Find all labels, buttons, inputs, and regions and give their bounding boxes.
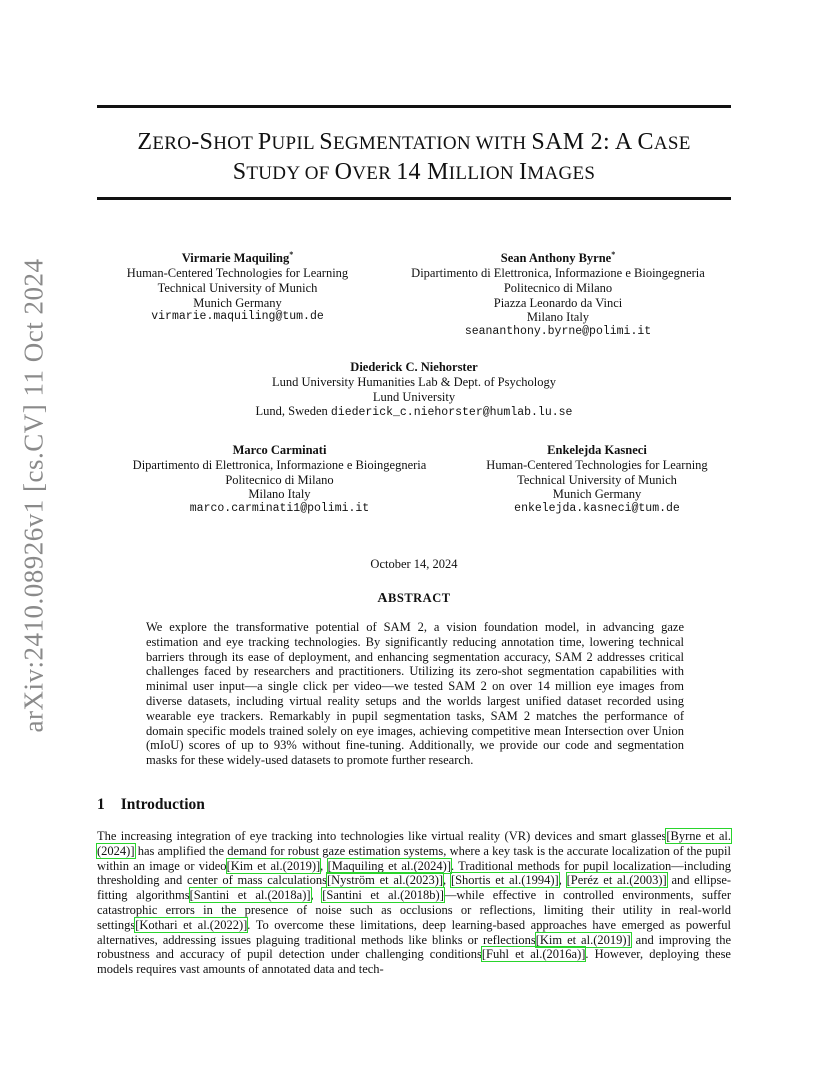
author-affiliation: Lund University Humanities Lab & Dept. of Psychology [272,374,556,389]
author-email: diederick_c.niehorster@humlab.lu.se [330,406,573,420]
title-segment: UPIL [271,133,320,154]
title-segment: 14 M [396,159,449,185]
author-affiliation: Politecnico di Milano [503,280,613,295]
author-block-1 [97,248,378,325]
author-affiliation: Politecnico di Milano [225,472,334,487]
title-segment: EGMENTATION WITH [332,133,532,154]
title-segment: MAGES [527,163,596,184]
author-email: marco.carminati1@polimi.it [189,502,370,516]
citation-link[interactable]: [Maquiling et al.(2024)] [327,858,452,873]
title-segment: O [334,159,353,185]
author-affiliation: Dipartimento di Elettronica, Informazione e Bioingegneria [411,265,705,280]
author-name: Enkelejda Kasneci [547,443,647,457]
section-number: 1 [97,796,105,813]
title-segment: -S [191,129,214,155]
citation-link[interactable]: [Kothari et al.(2022)] [135,917,248,932]
citation-link[interactable]: [Kim et al.(2019)] [226,858,321,873]
citation-link[interactable]: [Peréz et al.(2003)] [566,873,667,888]
arxiv-id: arXiv:2410.08926v1 [cs.CV] 11 Oct 2024 [18,258,49,732]
intro-text-run: The increasing integration of eye tracking into technologies like virtual reality (VR) devices and smart glasses [97,829,667,843]
author-email: enkelejda.kasneci@tum.de [514,502,680,516]
author-name: Virmarie Maquiling* [181,250,294,266]
author-location: Munich Germany [193,295,282,310]
author-name: Marco Carminati [232,443,327,457]
section-heading [97,796,205,814]
author-affiliation: Human-Centered Technologies for Learning [486,457,708,472]
citation-link[interactable]: [Byrne et al.(2024)] [97,829,731,858]
title-segment: ASE [653,133,691,154]
title-segment: ERO [152,133,192,154]
arxiv-sidebar-stamp [14,258,54,732]
title-segment: ILLION [448,163,519,184]
paper-date: October 14, 2024 [370,557,458,571]
author-location: Munich Germany [552,487,642,502]
abstract-heading: ABSTRACT [377,591,451,606]
paper-title [97,128,731,188]
intro-paragraph [97,829,731,977]
title-line-2 [97,158,731,188]
citation-link[interactable]: [Shortis et al.(1994)] [450,873,559,888]
author-location-email: Lund, Sweden diederick_c.niehorster@humlab.lu.se [255,404,573,420]
author-affiliation: Dipartimento di Elettronica, Informazione e Bioingegneria [132,457,427,472]
intro-text-run: , [320,858,328,873]
section-title: Introduction [120,796,205,813]
author-name: Sean Anthony Byrne* [500,250,616,266]
author-address: Piazza Leonardo da Vinci [493,295,623,310]
title-top-rule [97,105,731,108]
intro-text-run: , [443,873,451,888]
title-segment: Z [137,129,153,155]
intro-text-run: . Traditional methods for pupil localization—including thresholding and center of mass calculations [97,858,732,888]
intro-text-run: and improving the robustness and accuracy of pupil detection under challenging conditions [97,932,732,962]
citation-link[interactable]: [Fuhl et al.(2016a)] [481,947,586,962]
citation-link[interactable]: [Kim et al.(2019)] [535,932,631,947]
citation-link[interactable]: [Nyström et al.(2023)] [326,873,444,888]
author-location: Milano Italy [248,487,311,502]
title-segment: TUDY OF [246,163,335,184]
citation-link[interactable]: [Santini et al.(2018a)] [189,888,311,903]
author-block-3 [0,360,828,421]
author-location: Milano Italy [526,310,590,325]
title-line-1 [97,128,731,158]
abstract-text: We explore the transformative potential of SAM 2, a vision foundation model, in advancing gaze estimation and eye tracking technologies. By significantly reducing annotation time, lowering technical barriers through its ease of deployment, and enhancing segmentation accuracy, SAM 2 addresses critical challenges faced by researchers and practitioners. Utilizing its zero-shot segmentation capabilities with minimal user input—a single click per video—we tested SAM 2 on over 14 million eye images from diverse datasets, including virtual reality setups and the worlds largest unified dataset recorded using wearable eye trackers. Remarkably in pupil segmentation tasks, SAM 2 matches the performance of domain specific models trained solely on eye images, achieving competitive mean Intersection over Union (mIoU) scores of up to 93% without fine-tuning. Additionally, we provide our code and segmentation masks for these widely-used datasets to promote further research. [146,620,684,768]
intro-text-run: and ellipse-fitting algorithms [97,873,732,903]
title-segment: VER [352,163,397,184]
title-segment: S [232,159,247,185]
author-affiliation: Technical University of Munich [157,280,318,295]
author-email: seananthony.byrne@polimi.it [464,325,652,339]
author-name: Diederick C. Niehorster [350,360,478,374]
intro-text-run: . To overcome these limitations, deep learning-based approaches have emerged as powerful alternatives, addressing issues plaguing traditional methods like blinks or reflections [97,917,731,947]
author-affiliation: Technical University of Munich [517,472,677,487]
citation-link[interactable]: [Santini et al.(2018b)] [322,888,444,903]
intro-text-run: . However, deploying these models requires vast amounts of annotated data and tech- [97,947,731,977]
author-affiliation: Lund University [372,389,456,404]
intro-text-run: , [310,888,323,903]
title-segment: S [319,129,333,155]
title-segment: HOT [213,133,258,154]
title-bottom-rule [97,197,731,200]
author-block-4 [97,443,462,517]
author-email: virmarie.maquiling@tum.de [151,310,324,324]
author-block-2 [378,248,738,340]
title-segment: P [257,129,272,155]
author-block-5 [462,443,732,517]
intro-text-run: , [558,873,567,888]
title-segment: I [518,159,528,185]
title-segment: SAM 2: A C [531,129,654,155]
intro-text-run: has amplified the demand for robust gaze estimation systems, where a key task is the accurate localization of the pupil within an image or video [97,843,731,873]
intro-text-run: —while effective in controlled environments, suffer catastrophic errors in the presence of noise such as occlusions or reflections, limiting their utility in real-world settings [97,888,731,932]
author-affiliation: Human-Centered Technologies for Learning [126,265,349,280]
